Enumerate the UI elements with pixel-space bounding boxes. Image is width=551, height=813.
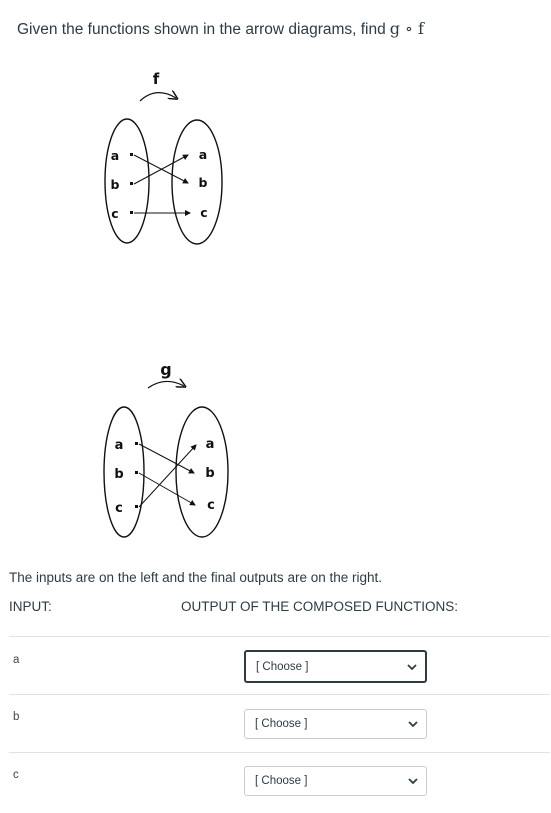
domain-label-c: c: [115, 501, 123, 516]
dot: [130, 211, 133, 214]
codomain-labels-g: [205, 437, 215, 513]
dot: [135, 505, 138, 508]
function-g-label: g: [160, 360, 172, 379]
function-f-curve-arrow: [140, 93, 176, 101]
dot: [130, 153, 133, 156]
codomain-label-a: a: [198, 147, 208, 162]
domain-label-c: c: [111, 206, 119, 221]
domain-label-a: a: [114, 438, 124, 453]
question-text: [17, 19, 424, 39]
divider: [9, 636, 550, 637]
divider: [9, 752, 550, 753]
answer-select-a[interactable]: [244, 650, 427, 683]
output-column-header: OUTPUT OF THE COMPOSED FUNCTIONS:: [181, 599, 459, 614]
codomain-label-b: b: [205, 466, 215, 481]
arrow-diagram-g: [0, 352, 551, 552]
codomain-labels-f: [199, 147, 208, 220]
row-input-b: b: [13, 711, 20, 723]
domain-label-a: a: [110, 148, 120, 163]
arrow-diagram-f: [0, 62, 551, 257]
select-value: [ Choose ]: [256, 660, 309, 673]
codomain-label-b: b: [198, 175, 208, 190]
mapping-arrows-f: [130, 153, 190, 214]
codomain-label-c: c: [207, 498, 215, 513]
dot: [135, 471, 138, 474]
domain-label-b: b: [114, 467, 124, 482]
divider: [9, 694, 550, 695]
domain-labels-f: [111, 148, 120, 221]
dot: [130, 182, 133, 185]
domain-label-b: b: [110, 177, 120, 192]
codomain-label-a: a: [205, 437, 215, 452]
arrow-c-to-a: [139, 445, 196, 507]
select-value: [ Choose ]: [255, 718, 308, 730]
question-prompt: Given the functions shown in the arrow diagrams, find: [17, 21, 386, 38]
answer-select-c[interactable]: [244, 766, 427, 796]
codomain-label-c: c: [200, 205, 208, 220]
answer-select-b[interactable]: [244, 709, 427, 739]
chevron-down-icon: [408, 719, 418, 729]
row-input-c: c: [13, 769, 19, 781]
arrow-a-to-b: [139, 444, 194, 473]
codomain-oval-g: [176, 407, 228, 537]
chevron-down-icon: [408, 776, 418, 786]
instructions-text: The inputs are on the left and the final outputs are on the right.: [9, 570, 382, 585]
dot: [135, 442, 138, 445]
function-g-curve-arrow: [148, 381, 184, 388]
row-input-a: a: [13, 654, 20, 666]
chevron-down-icon: [407, 662, 417, 672]
domain-labels-g: [114, 438, 123, 516]
arrow-b-to-c: [139, 473, 195, 505]
composition-symbol: g ∘ f: [389, 19, 424, 38]
input-column-header: INPUT:: [9, 599, 52, 614]
codomain-oval-f: [172, 120, 222, 244]
function-f-label: f: [152, 70, 160, 88]
select-value: [ Choose ]: [255, 775, 308, 787]
